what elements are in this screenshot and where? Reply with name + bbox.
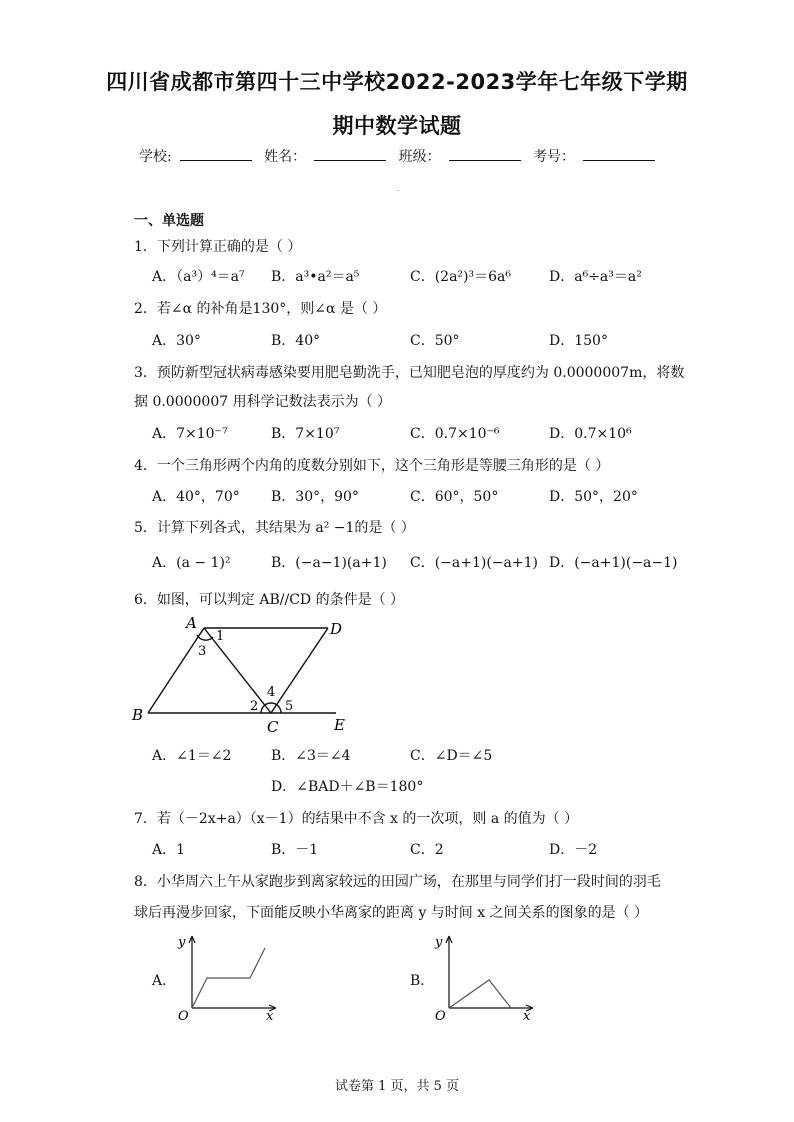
q2-option-a[interactable]: A．30° [152, 333, 201, 349]
question-1: 1．下列计算正确的是（ ） [134, 239, 302, 255]
graph-a-line [192, 948, 265, 1008]
q6-option-b[interactable]: B．∠3＝∠4 [271, 748, 351, 764]
question-8-line-2: 球后再漫步回家，下面能反映小华离家的距离 y 与时间 x 之间关系的图象的是（ ） [134, 905, 649, 921]
question-8-line-1: 8．小华周六上午从家跑步到离家较远的田园广场，在那里与同学们打一段时间的羽毛 [134, 874, 661, 890]
label-c: C [267, 718, 279, 736]
label-b: B [132, 706, 144, 724]
label-1: 1 [216, 629, 225, 644]
label-4: 4 [267, 685, 276, 700]
info-class-label: 班级： [398, 149, 441, 165]
name-blank[interactable] [314, 148, 386, 161]
q2-option-b[interactable]: B．40° [271, 333, 321, 349]
q8-option-a[interactable]: A． [152, 973, 177, 989]
label-e: E [334, 716, 345, 734]
info-name-label: 姓名： [264, 149, 307, 165]
info-school-label: 学校: [138, 149, 172, 165]
q3-option-c[interactable]: C．0.7×10⁻⁶ [410, 426, 500, 442]
question-6: 6．如图，可以判定 AB//CD 的条件是（ ） [134, 592, 405, 608]
q1-option-a[interactable]: A．（a³）⁴＝a⁷ [152, 269, 245, 285]
q3-option-a[interactable]: A．7×10⁻⁷ [152, 426, 228, 442]
page-subtitle: 期中数学试题 [332, 114, 462, 138]
q2-option-c[interactable]: C．50° [410, 333, 460, 349]
segment-ab [148, 628, 207, 713]
q8-option-b[interactable]: B． [410, 973, 435, 989]
question-3-line-2: 据 0.0000007 用科学记数法表示为（ ） [134, 394, 392, 410]
q1-option-c[interactable]: C．(2a²)³＝6a⁶ [410, 269, 511, 285]
graph-a-origin: O [178, 1009, 189, 1022]
label-3: 3 [198, 644, 207, 659]
question-7: 7．若（－2x+a）（x－1）的结果中不含 x 的一次项，则 a 的值为（ ） [134, 811, 579, 827]
label-5: 5 [285, 699, 294, 714]
page-footer: 试卷第 1 页，共 5 页 [334, 1079, 460, 1094]
q1-option-b[interactable]: B．a³•a²＝a⁵ [271, 269, 360, 285]
q4-option-a[interactable]: A．40°，70° [152, 489, 240, 505]
school-blank[interactable] [180, 148, 252, 161]
label-2: 2 [250, 699, 259, 714]
label-d: D [330, 620, 343, 638]
graph-b-y-label: y [435, 935, 443, 950]
label-a: A [186, 614, 197, 632]
q4-option-c[interactable]: C．60°，50° [410, 489, 499, 505]
q6-option-d[interactable]: D．∠BAD＋∠B＝180° [271, 779, 424, 795]
question-4: 4．一个三角形两个内角的度数分别如下，这个三角形是等腰三角形的是（ ） [134, 458, 610, 474]
graph-b-x-label: x [523, 1009, 531, 1022]
q3-option-b[interactable]: B．7×10⁷ [271, 426, 340, 442]
q4-option-b[interactable]: B．30°，90° [271, 489, 359, 505]
graph-a-y-label: y [178, 935, 186, 950]
q7-option-d[interactable]: D．－2 [549, 842, 598, 858]
q6-option-c[interactable]: C．∠D＝∠5 [410, 748, 493, 764]
q8-graph-b [427, 930, 539, 1022]
q7-option-a[interactable]: A．1 [152, 842, 186, 858]
graph-a-x-label: x [266, 1009, 274, 1022]
graph-b-line [449, 980, 511, 1008]
figure-parallelogram [128, 612, 360, 740]
question-3-line-1: 3．预防新型冠状病毒感染要用肥皂勤洗手，已知肥皂泡的厚度约为 0.0000007m，将数 [134, 365, 685, 381]
class-blank[interactable] [449, 148, 521, 161]
section-title: 一、单选题 [134, 213, 204, 229]
q3-option-d[interactable]: D．0.7×10⁶ [549, 426, 632, 442]
q5-option-a[interactable]: A．(a − 1)² [152, 555, 231, 571]
q7-option-b[interactable]: B．－1 [271, 842, 319, 858]
q5-option-c[interactable]: C．(−a+1)(−a+1) [410, 555, 538, 571]
q4-option-d[interactable]: D．50°，20° [549, 489, 638, 505]
page-title: 四川省成都市第四十三中学校2022-2023学年七年级下学期 [106, 70, 688, 94]
question-5: 5．计算下列各式，其结果为 a² −1的是（ ） [134, 520, 415, 536]
q6-option-a[interactable]: A．∠1＝∠2 [152, 748, 232, 764]
question-2: 2．若∠α 的补角是130°，则∠α 是（ ） [134, 301, 387, 317]
q1-option-d[interactable]: D．a⁶÷a³＝a² [549, 269, 642, 285]
q5-option-b[interactable]: B．(−a−1)(a+1) [271, 555, 387, 571]
segment-cd [271, 628, 328, 713]
q2-option-d[interactable]: D．150° [549, 333, 608, 349]
q7-option-c[interactable]: C．2 [410, 842, 444, 858]
student-info-line [0, 146, 794, 166]
divider-dot [397, 190, 399, 191]
info-number-label: 考号： [533, 149, 576, 165]
graph-b-origin: O [435, 1009, 446, 1022]
q8-graph-a [170, 930, 282, 1022]
segment-ac [204, 628, 271, 713]
number-blank[interactable] [583, 148, 655, 161]
q5-option-d[interactable]: D．(−a+1)(−a−1) [549, 555, 678, 571]
